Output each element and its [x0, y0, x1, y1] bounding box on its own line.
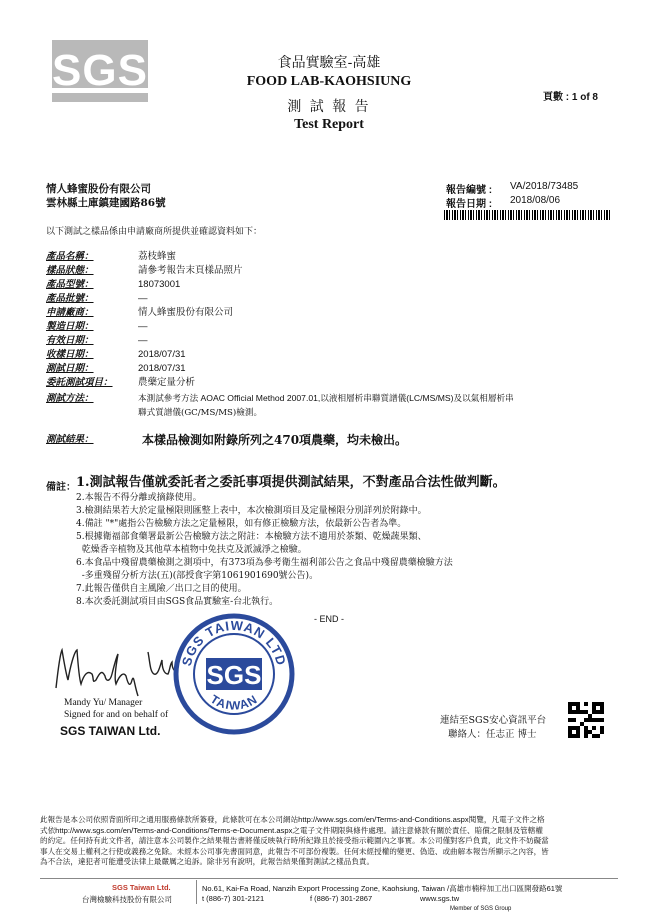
field-value: 情人蜂蜜股份有限公司 — [138, 307, 234, 318]
client-address: 雲林縣土庫鎮建國路86號 — [46, 197, 166, 209]
svg-text:TAIWAN: TAIWAN — [207, 691, 261, 713]
footer-tel: t (886-7) 301-2121 — [202, 894, 265, 903]
note-item: 1.測試報告僅就委託者之委託事項提供測試結果，不對產品合法性做判斷。 — [76, 475, 506, 490]
report-title-en: Test Report — [294, 117, 364, 132]
note-item: 3.檢測結果若大於定量極限則匯整上表中，本次檢測項目及定量極限分別詳列於附錄中。 — [76, 506, 427, 516]
field-row — [46, 292, 148, 305]
field-label: 製造日期： — [46, 321, 94, 332]
svg-text:SGS TAIWAN LTD: SGS TAIWAN LTD — [178, 617, 290, 668]
disclaimer-line: 式依http://www.sgs.com/en/Terms-and-Conditions/Terms-e-Document.aspx之電子文件期限與條件處理。請注意條款有關於責任、賠償之限制及管轄權 — [40, 825, 543, 835]
footer-divider — [40, 878, 618, 879]
field-label: 有效日期： — [46, 335, 94, 346]
disclaimer-line: 為不合法，違犯者可能遭受法律上最嚴厲之追訴。除非另有說明，此報告結果僅對測試之樣品負責。 — [40, 857, 375, 866]
end-marker: - END - — [314, 614, 344, 624]
report-date: 2018/08/06 — [510, 195, 561, 206]
notes-list — [76, 474, 506, 609]
field-row — [46, 362, 186, 375]
note-item: 8.本次委託測試項目由SGS食品實驗室-台北執行。 — [76, 597, 279, 607]
signer-company: SGS TAIWAN Ltd. — [60, 724, 161, 738]
qr-code-icon[interactable] — [568, 702, 604, 738]
footer-fax: f (886-7) 301-2867 — [310, 894, 373, 903]
field-value: 請參考報告末頁樣品照片 — [138, 265, 243, 276]
field-row — [46, 376, 196, 389]
field-row — [46, 348, 186, 361]
handwritten-signature — [50, 640, 180, 700]
field-label: 產品型號： — [46, 279, 94, 290]
company-seal — [172, 612, 296, 736]
result-label: 測試結果： — [46, 434, 94, 445]
disclaimer-line: 此報告是本公司依照背面所印之通用服務條款所簽發，此條款可在本公司網站http://www.sgs.com/en/Terms-and-Conditions.aspx閱覽，凡電子文件之格 — [40, 815, 545, 824]
field-row — [46, 334, 148, 347]
note-item: 5.根據衛福部食藥署最新公告檢驗方法之附註：本檢驗方法不適用於茶類、乾燥蔬果類、 — [76, 532, 427, 542]
footer-address: No.61, Kai-Fa Road, Nanzih Export Processing Zone, Kaohsiung, Taiwan /高雄市楠梓加工出口區開發路61號 — [202, 884, 563, 893]
field-label: 收樣日期： — [46, 349, 94, 360]
field-value: 2018/07/31 — [138, 349, 186, 360]
lab-name-en: FOOD LAB-KAOHSIUNG — [246, 74, 412, 89]
lab-name-cn: 食品實驗室-高雄 — [277, 55, 381, 71]
method-line-1: 本測試參考方法 AOAC Official Method 2007.01,以液相層析串聯質譜儀(LC/MS/MS)及以氣相層析串 — [138, 393, 514, 403]
field-row — [46, 278, 181, 291]
method-line-2: 聯式質譜儀(GC/MS/MS)檢測。 — [138, 408, 263, 418]
field-row — [46, 306, 234, 319]
report-number-label: 報告編號 : — [446, 185, 493, 196]
field-label: 測試日期： — [46, 363, 94, 374]
field-value: 荔枝蜂蜜 — [138, 251, 177, 262]
result-text: 本樣品檢測如附錄所列之470項農藥，均未檢出。 — [142, 433, 408, 447]
field-value: 農藥定量分析 — [138, 377, 196, 388]
footer-company-cn: 台灣檢驗科技股份有限公司 — [82, 895, 172, 904]
field-row — [46, 320, 148, 333]
note-item: -多重殘留分析方法(五)(部授食字第1061901690號公告)。 — [76, 571, 319, 581]
report-title-cn: 測 試 報 告 — [287, 99, 371, 115]
method-row — [46, 392, 514, 405]
report-date-label: 報告日期 : — [446, 199, 493, 210]
note-item: 6.本食品中殘留農藥檢測之測項中，有373項為參考衛生福利部公告之食品中殘留農藥檢驗方法 — [76, 558, 453, 568]
contact-person: 聯絡人：任志正 博士 — [448, 729, 537, 740]
disclaimer-line: 的約定。任何持有此文件者，請注意本公司製作之結果報告書將僅反映執行時所紀錄且於接受指示範圍內之事實。本公司僅對客戶負責，此文件不妨礙當 — [40, 836, 549, 845]
signed-for-label: Signed for and on behalf of — [64, 710, 169, 720]
disclaimer-line: 事人在交易上權利之行使或義務之免除。未經本公司事先書面同意，此報告不可部份複製。任何未經授權的變更、偽造、或曲解本報告所顯示之內容，皆 — [40, 846, 549, 856]
signer-name: Mandy Yu/ Manager — [64, 698, 143, 708]
method-label: 測試方法： — [46, 393, 94, 404]
disclaimer — [40, 815, 549, 868]
field-value: 18073001 — [138, 279, 181, 290]
field-label: 申請廠商： — [46, 307, 94, 318]
field-row — [46, 250, 177, 263]
field-row — [46, 264, 243, 277]
result-row — [46, 433, 138, 446]
note-item: 乾燥香辛植物及其他草本植物中免扶克及派滅淨之檢驗。 — [76, 545, 307, 555]
field-value: 2018/07/31 — [138, 363, 186, 374]
footer-member: Member of SGS Group — [450, 906, 512, 912]
field-label: 委託測試項目： — [46, 377, 113, 388]
footer-website[interactable]: www.sgs.tw — [420, 894, 460, 903]
note-item: 4.備註 "*"處指公告檢驗方法之定量極限，如有修正檢驗方法，依最新公告者為準。 — [76, 519, 407, 529]
field-label: 產品名稱： — [46, 251, 94, 262]
field-value: — — [138, 321, 148, 332]
footer-company-en: SGS Taiwan Ltd. — [112, 883, 171, 892]
field-label: 樣品狀態： — [46, 265, 94, 276]
client-name: 情人蜂蜜股份有限公司 — [46, 183, 151, 195]
svg-text:SGS: SGS — [206, 660, 262, 690]
note-item: 7.此報告僅供自主風險／出口之目的使用。 — [76, 584, 247, 594]
svg-text:SGS: SGS — [52, 46, 148, 95]
field-value: — — [138, 335, 148, 346]
notes-label: 備註： — [46, 482, 76, 493]
report-number: VA/2018/73485 — [510, 181, 579, 192]
intro-text: 以下測試之樣品係由申請廠商所提供並確認資料如下： — [46, 227, 263, 237]
footer-separator — [196, 880, 197, 904]
field-label: 產品批號： — [46, 293, 94, 304]
field-value: — — [138, 293, 148, 304]
page-number: 頁數 : 1 of 8 — [542, 92, 598, 103]
note-item: 2.本報告不得分離或摘錄使用。 — [76, 493, 202, 503]
report-barcode — [444, 210, 610, 220]
platform-link-text: 連結至SGS安心資訊平台 — [440, 715, 547, 726]
